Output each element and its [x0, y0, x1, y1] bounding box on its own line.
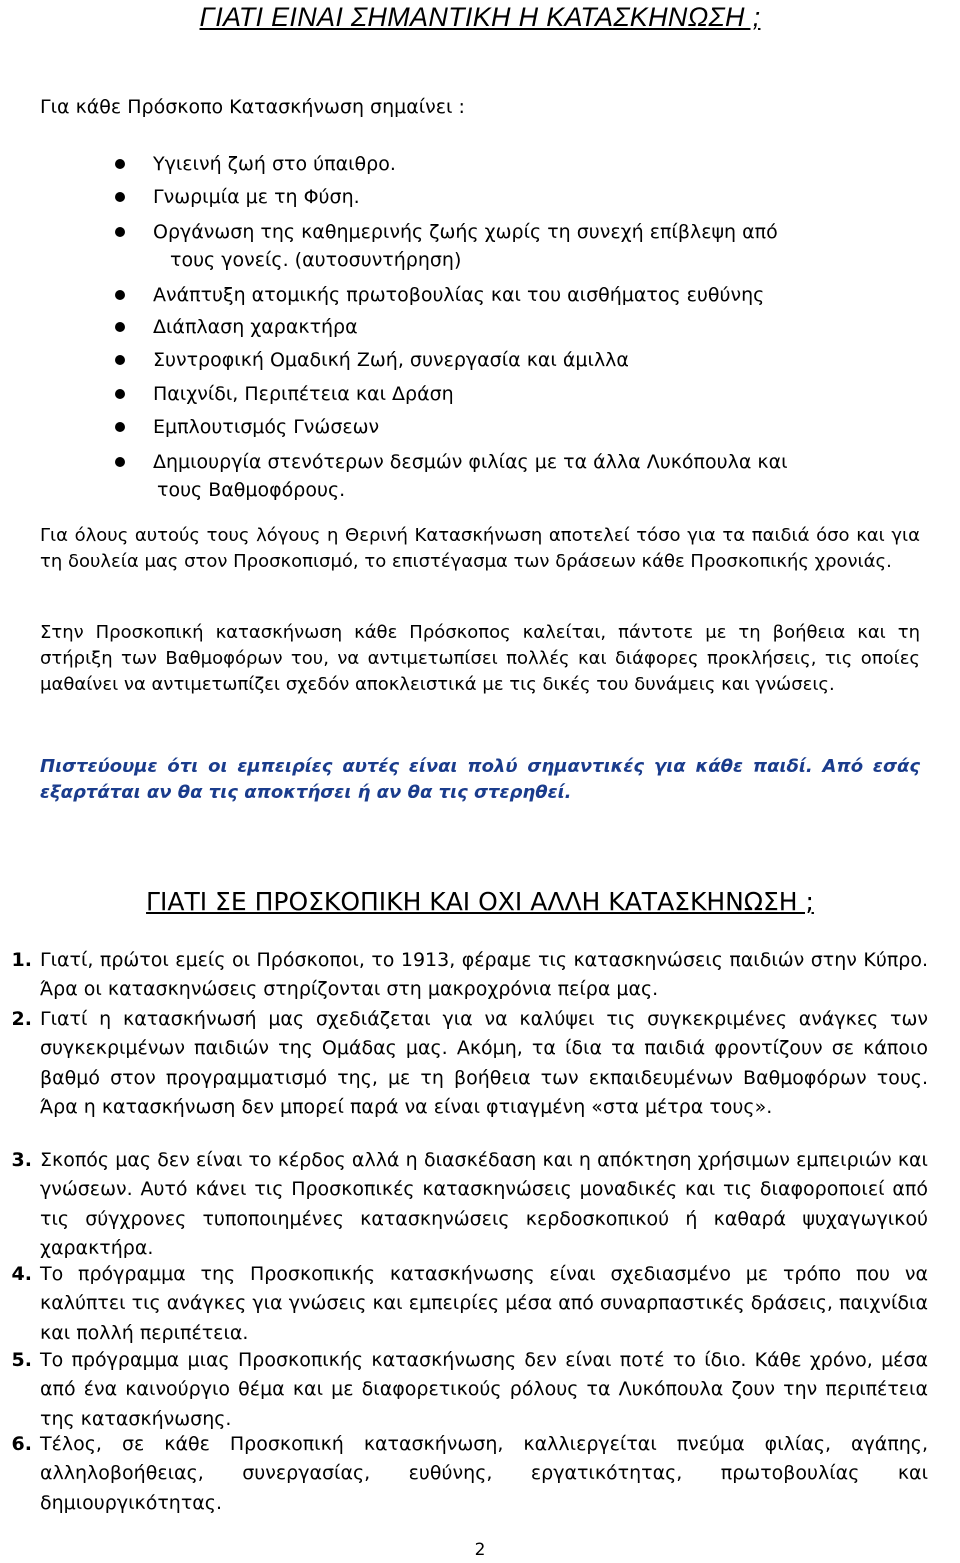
item-text: Σκοπός μας δεν είναι το κέρδος αλλά η διασκέδαση και η απόκτηση χρήσιμων εμπειριών και γνώσεων. Αυτό κάνει τις Προσκοπικές κατασκηνώσεις μοναδικές και τις διαφοροποιεί από τις σύγχρονες τυποποιημένες κατασκηνώσεις κερδοσκοπικού ή καθαρά ψυχαγωγικού χαρακτήρα.	[40, 1149, 928, 1259]
list-item-continuation: τους Βαθμοφόρους.	[157, 479, 346, 501]
paragraph-emphasis: Πιστεύουμε ότι οι εμπειρίες αυτές είναι πολύ σημαντικές για κάθε παιδί. Από εσάς εξαρτάται αν θα τις αποκτήσει ή αν θα τις στερηθεί.	[40, 756, 920, 803]
paragraph-challenges: Στην Προσκοπική κατασκήνωση κάθε Πρόσκοπος καλείται, πάντοτε με τη βοήθεια και τη στήριξη των Βαθμοφόρων του, να αντιμετωπίσει πολλές και διάφορες προκλήσεις, τις οποίες μαθαίνει να αντιμετωπίζει σχεδόν αποκλειστικά με τις δικές του δυνάμεις και γνώσεις.	[40, 622, 920, 695]
list-item-text: Οργάνωση της καθημερινής ζωής χωρίς τη συνεχή επίβλεψη από	[153, 221, 778, 243]
list-item-text: Ανάπτυξη ατομικής πρωτοβουλίας και του αισθήματος ευθύνης	[153, 284, 765, 306]
item-text: Το πρόγραμμα μιας Προσκοπικής κατασκήνωσης δεν είναι ποτέ το ίδιο. Κάθε χρόνο, μέσα από ένα καινούργιο θέμα και με διαφορετικούς ρόλους τα Λυκόπουλα ζουν την περιπέτεια της κατασκήνωσης.	[40, 1349, 928, 1430]
page-number: 2	[474, 1540, 486, 1560]
list-item-text: Εμπλουτισμός Γνώσεων	[153, 416, 380, 438]
item-text: Γιατί, πρώτοι εμείς οι Πρόσκοποι, το 1913, φέραμε τις κατασκηνώσεις παιδιών στην Κύπρο. Άρα οι κατασκηνώσεις στηρίζονται στη μακροχρόνια πείρα μας.	[40, 949, 928, 1001]
item-text: Τέλος, σε κάθε Προσκοπική κατασκήνωση, καλλιεργείται πνεύμα φιλίας, αγάπης, αλληλοβοήθειας, συνεργασίας, ευθύνης, εργατικότητας, πρωτοβουλίας και δημιουργικότητας.	[40, 1433, 928, 1514]
item-number: 5.	[11, 1349, 32, 1371]
list-item-text: Συντροφική Ομαδική Ζωή, συνεργασία και άμιλλα	[153, 349, 629, 371]
bullet-icon	[115, 389, 125, 399]
bullet-icon	[115, 322, 125, 332]
paragraph-reasons: Για όλους αυτούς τους λόγους η Θερινή Κατασκήνωση αποτελεί τόσο για τα παιδιά όσο και για τη δουλεία μας στον Προσκοπισμό, το επιστέγασμα των δράσεων κάθε Προσκοπικής χρονιάς.	[40, 525, 920, 572]
item-text: Το πρόγραμμα της Προσκοπικής κατασκήνωσης είναι σχεδιασμένο με τρόπο που να καλύπτει τις ανάγκες για γνώσεις και εμπειρίες μέσα από συναρπαστικές δράσεις, παιχνίδια και πολλή περιπέτεια.	[40, 1263, 928, 1344]
bullet-icon	[115, 227, 125, 237]
bullet-icon	[115, 159, 125, 169]
list-item-continuation: τους γονείς. (αυτοσυντήρηση)	[170, 249, 462, 271]
item-number: 2.	[11, 1008, 32, 1030]
list-item-text: Υγιεινή ζωή στο ύπαιθρο.	[153, 153, 396, 175]
item-number: 6.	[11, 1433, 32, 1455]
list-item-text: Γνωριμία με τη Φύση.	[153, 186, 360, 208]
intro-text: Για κάθε Πρόσκοπο Κατασκήνωση σημαίνει :	[40, 96, 465, 118]
bullet-icon	[115, 355, 125, 365]
bullet-icon	[115, 457, 125, 467]
bullet-icon	[115, 192, 125, 202]
page-title: ΓΙΑΤΙ ΕΙΝΑΙ ΣΗΜΑΝΤΙΚΗ Η ΚΑΤΑΣΚΗΝΩΣΗ ;	[199, 2, 761, 32]
item-text: Γιατί η κατασκήνωσή μας σχεδιάζεται για να καλύψει τις συγκεκριμένες ανάγκες των συγκεκριμένων παιδιών της Ομάδας μας. Ακόμη, τα ίδια τα παιδιά φροντίζουν σε κάποιο βαθμό στον προγραμματισμό της, με τη βοήθεια των εκπαιδευμένων Βαθμοφόρων τους. Άρα η κατασκήνωση δεν μπορεί παρά να είναι φτιαγμένη «στα μέτρα τους».	[40, 1008, 928, 1118]
item-number: 3.	[11, 1149, 32, 1171]
bullet-icon	[115, 422, 125, 432]
item-number: 4.	[11, 1263, 32, 1285]
bullet-icon	[115, 290, 125, 300]
list-item-text: Διάπλαση χαρακτήρα	[153, 316, 358, 338]
list-item-text: Παιχνίδι, Περιπέτεια και Δράση	[153, 383, 454, 405]
section-title: ΓΙΑΤΙ ΣΕ ΠΡΟΣΚΟΠΙΚΗ ΚΑΙ ΟΧΙ ΑΛΛΗ ΚΑΤΑΣΚΗΝΩΣΗ ;	[146, 887, 814, 916]
item-number: 1.	[11, 949, 32, 971]
list-item-text: Δημιουργία στενότερων δεσμών φιλίας με τα άλλα Λυκόπουλα και	[153, 451, 788, 473]
